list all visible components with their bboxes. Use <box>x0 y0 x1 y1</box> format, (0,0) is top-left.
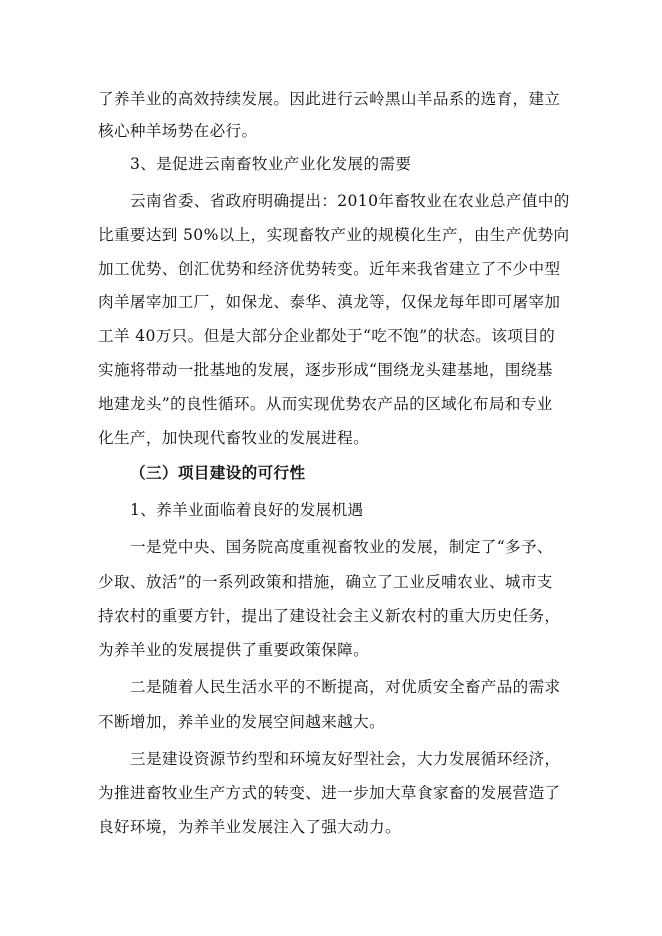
paragraph-line: 三是建设资源节约型和环境友好型社会，大力发展循环经济， <box>130 750 561 768</box>
section-heading: （三）项目建设的可行性 <box>130 463 306 482</box>
paragraph-line: 工羊 40万只。但是大部分企业都处于“吃不饱”的状态。该项目的 <box>98 327 556 345</box>
paragraph-line: 为推进畜牧业生产方式的转变、进一步加大草食家畜的发展营造了 <box>98 784 561 802</box>
paragraph-line: 二是随着人民生活水平的不断提高，对优质安全畜产品的需求 <box>130 678 561 696</box>
paragraph-line: 良好环境，为养羊业发展注入了强大动力。 <box>98 818 401 836</box>
paragraph-line: 了养羊业的高效持续发展。因此进行云岭黑山羊品系的选育，建立 <box>98 90 561 108</box>
paragraph-line: 持农村的重要方针，提出了建设社会主义新农村的重大历史任务， <box>98 607 561 625</box>
paragraph-line: 云南省委、省政府明确提出：2010年畜牧业在农业总产值中的 <box>130 192 570 210</box>
paragraph-line: 实施将带动一批基地的发展，逐步形成“围绕龙头建基地，围绕基 <box>98 361 553 379</box>
paragraph-line: 为养羊业的发展提供了重要政策保障。 <box>98 641 370 659</box>
paragraph-line: 化生产，加快现代畜牧业的发展进程。 <box>98 429 370 447</box>
paragraph-line: 比重要达到 50%以上，实现畜牧产业的规模化生产，由生产优势向 <box>98 226 570 244</box>
subheading-1: 1、养羊业面临着良好的发展机遇 <box>130 501 364 519</box>
paragraph-line: 核心种羊场势在必行。 <box>98 122 258 140</box>
paragraph-line: 加工优势、创汇优势和经济优势转变。近年来我省建立了不少中型 <box>98 260 561 278</box>
subheading-3: 3、是促进云南畜牧业产业化发展的需要 <box>130 155 412 173</box>
paragraph-line: 少取、放活”的一系列政策和措施，确立了工业反哺农业、城市支 <box>98 573 553 591</box>
paragraph-line: 一是党中央、国务院高度重视畜牧业的发展，制定了“多予、 <box>130 538 553 556</box>
paragraph-line: 肉羊屠宰加工厂，如保龙、泰华、滇龙等，仅保龙每年即可屠宰加 <box>98 293 561 311</box>
paragraph-line: 地建龙头”的良性循环。从而实现优势农产品的区域化布局和专业 <box>98 395 553 413</box>
paragraph-line: 不断增加，养羊业的发展空间越来越大。 <box>98 713 385 731</box>
